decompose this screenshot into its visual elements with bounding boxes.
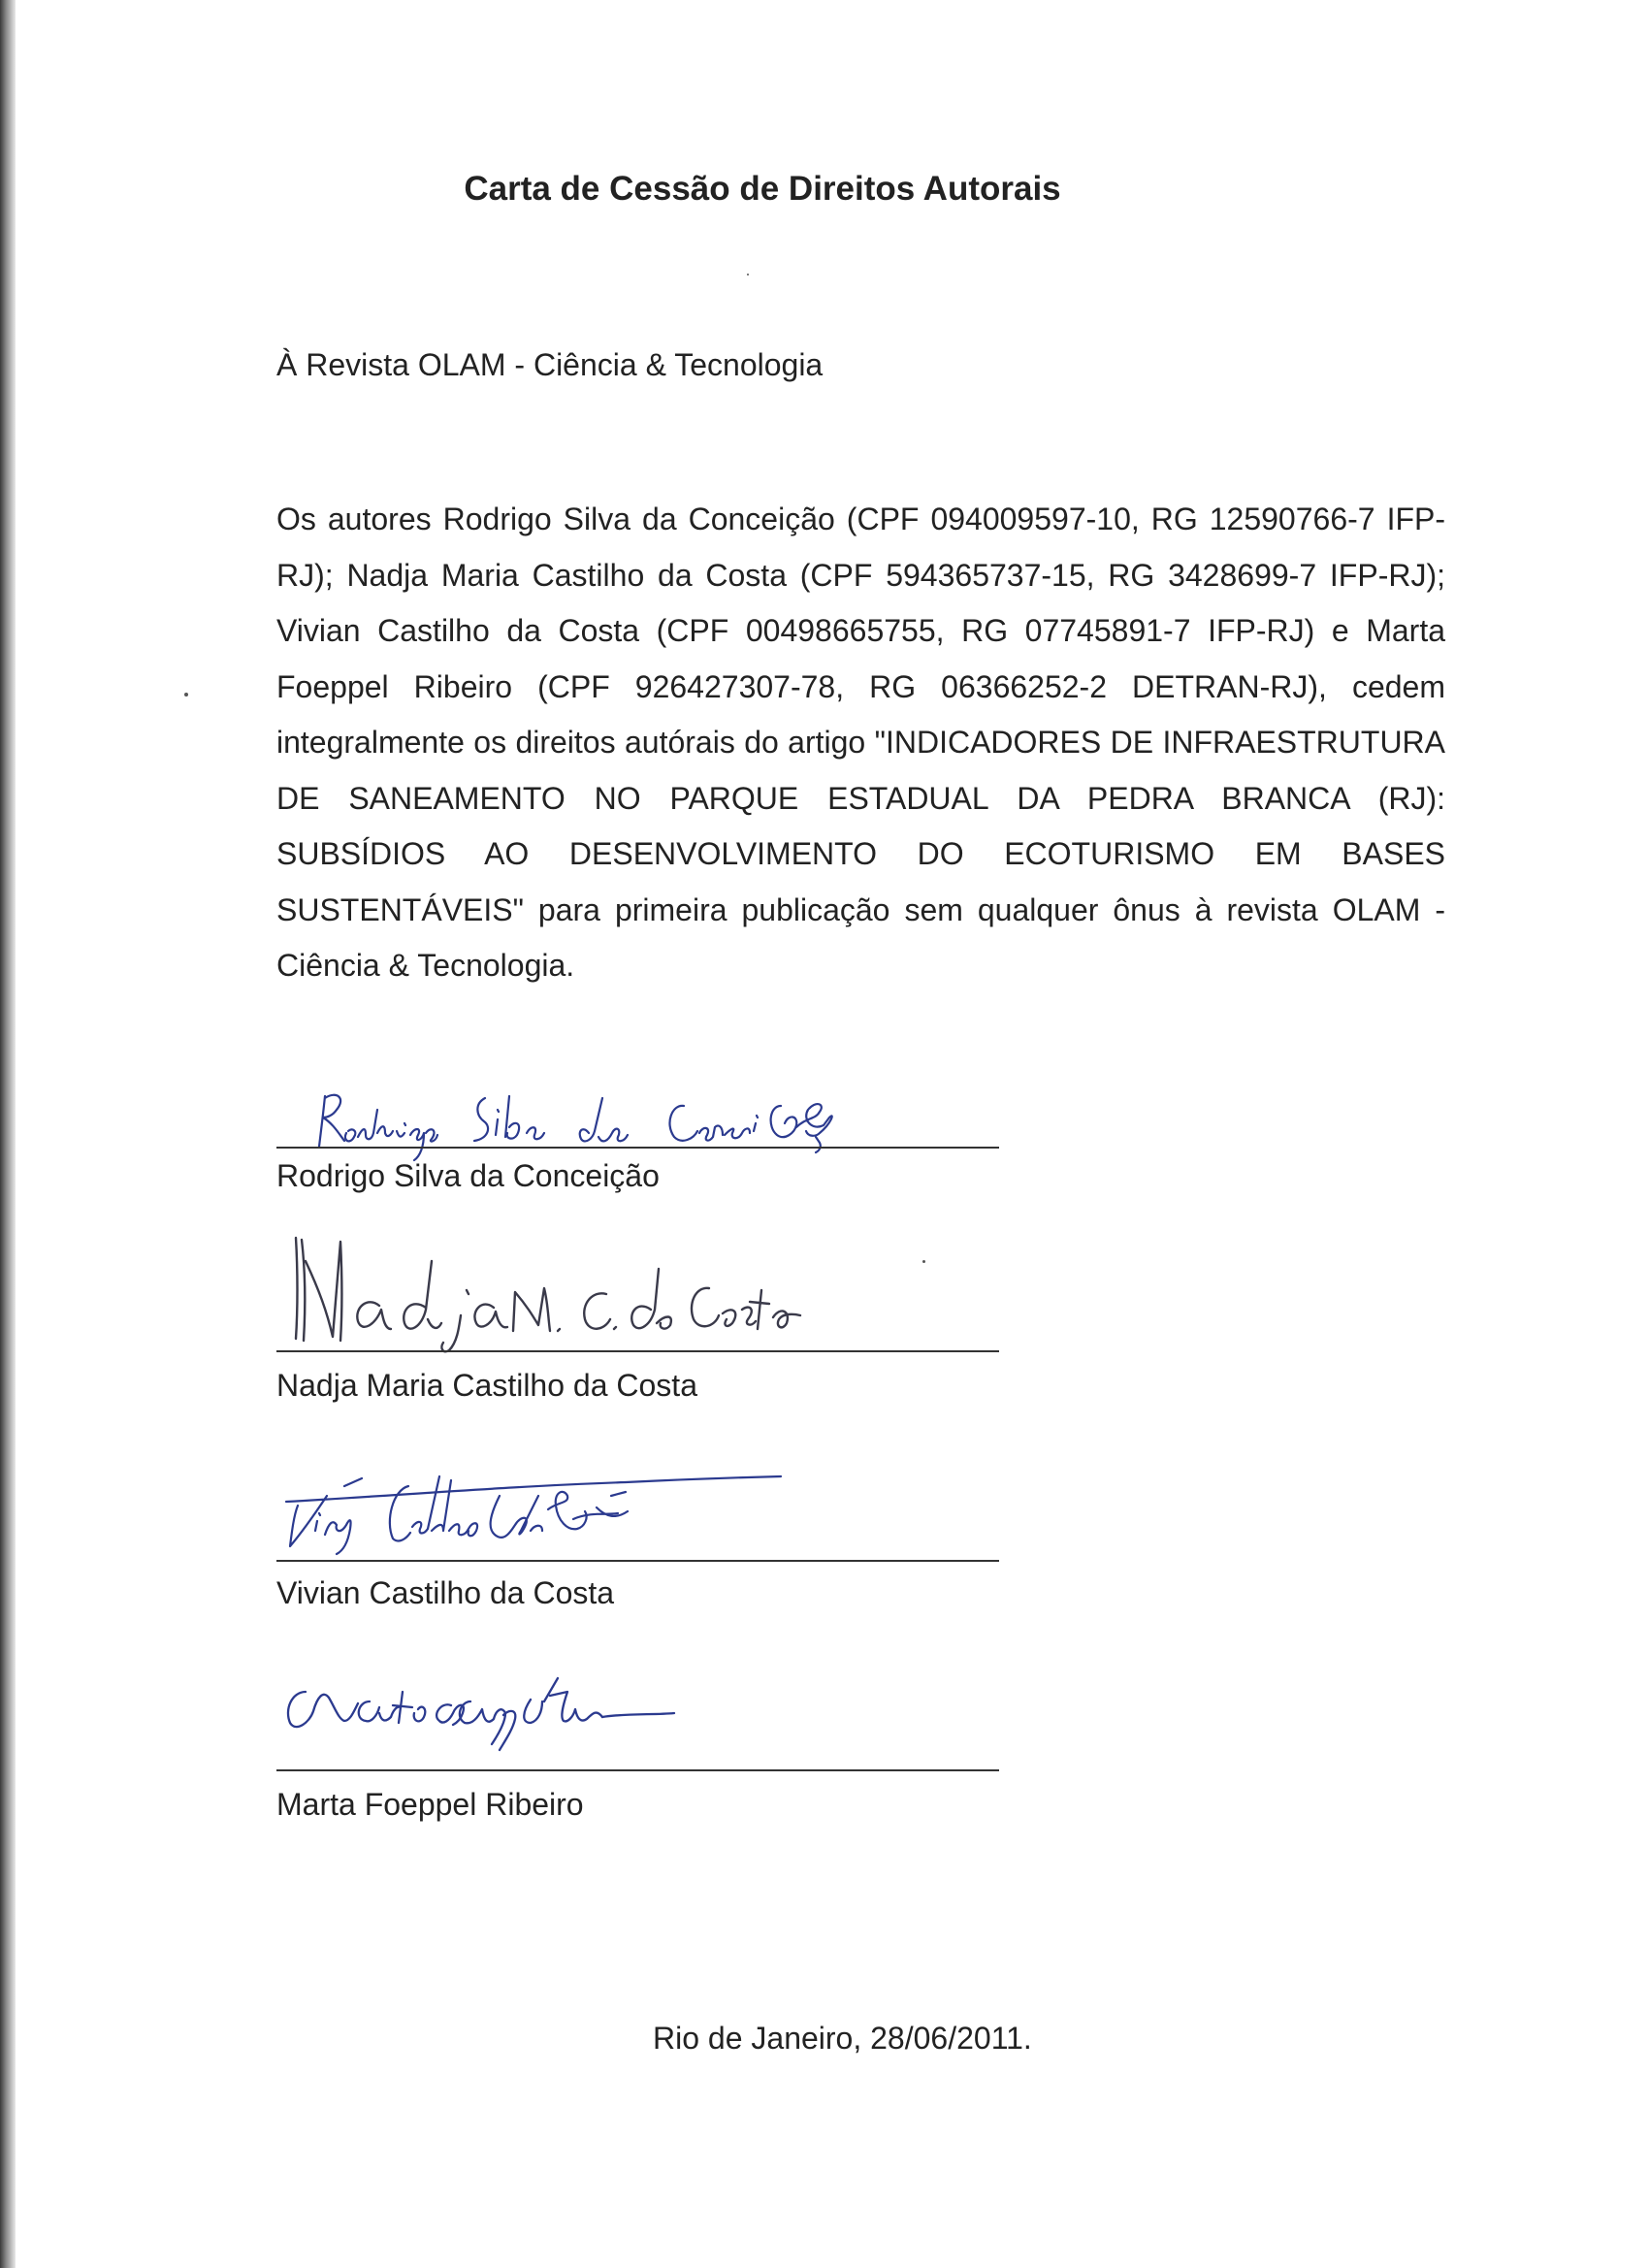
recipient-line: À Revista OLAM - Ciência & Tecnologia xyxy=(276,347,824,382)
signature-line xyxy=(276,1147,999,1149)
scan-edge-shadow xyxy=(0,0,16,2268)
document-page xyxy=(16,0,1649,2268)
signature-line xyxy=(276,1560,999,1562)
signature-rodrigo xyxy=(276,1077,999,1154)
body-paragraph: Os autores Rodrigo Silva da Conceição (CPF 094009597-10, RG 12590766-7 IFP-RJ); Nadja Maria Castilho da Costa (CPF 594365737-15, RG 3428699-7 IFP-RJ); Vivian Castilho da Costa (CPF 00498665755, RG 07745891-7 IFP-RJ) e Marta Foeppel Ribeiro (CPF 926427307-78, RG 06366252-2 DETRAN-RJ), cedem integralmente os direitos autórais do artigo "INDICADORES DE INFRAESTRUTURA DE SANEAMENTO NO PARQUE ESTADUAL DA PEDRA BRANCA (RJ): SUBSÍDIOS AO DESENVOLVIMENTO DO ECOTURISMO EM BASES SUSTENTÁVEIS" para primeira publicação sem qualquer ônus à revista OLAM - Ciência & Tecnologia. xyxy=(276,502,1445,983)
document-title: Carta de Cessão de Direitos Autorais xyxy=(464,170,1061,208)
signatory-name: Nadja Maria Castilho da Costa xyxy=(276,1368,697,1403)
scan-speck xyxy=(184,693,188,697)
scan-speck xyxy=(922,1260,925,1263)
signatory-name: Rodrigo Silva da Conceição xyxy=(276,1158,660,1193)
signature-marta xyxy=(276,1663,999,1769)
signatory-name: Vivian Castilho da Costa xyxy=(276,1575,615,1610)
place-and-date: Rio de Janeiro, 28/06/2011. xyxy=(653,2021,1032,2056)
scan-speck xyxy=(747,274,749,275)
signature-vivian xyxy=(276,1457,999,1554)
signature-nadja xyxy=(276,1222,999,1348)
signature-line xyxy=(276,1350,999,1352)
signatory-name: Marta Foeppel Ribeiro xyxy=(276,1787,584,1822)
signature-line xyxy=(276,1769,999,1771)
